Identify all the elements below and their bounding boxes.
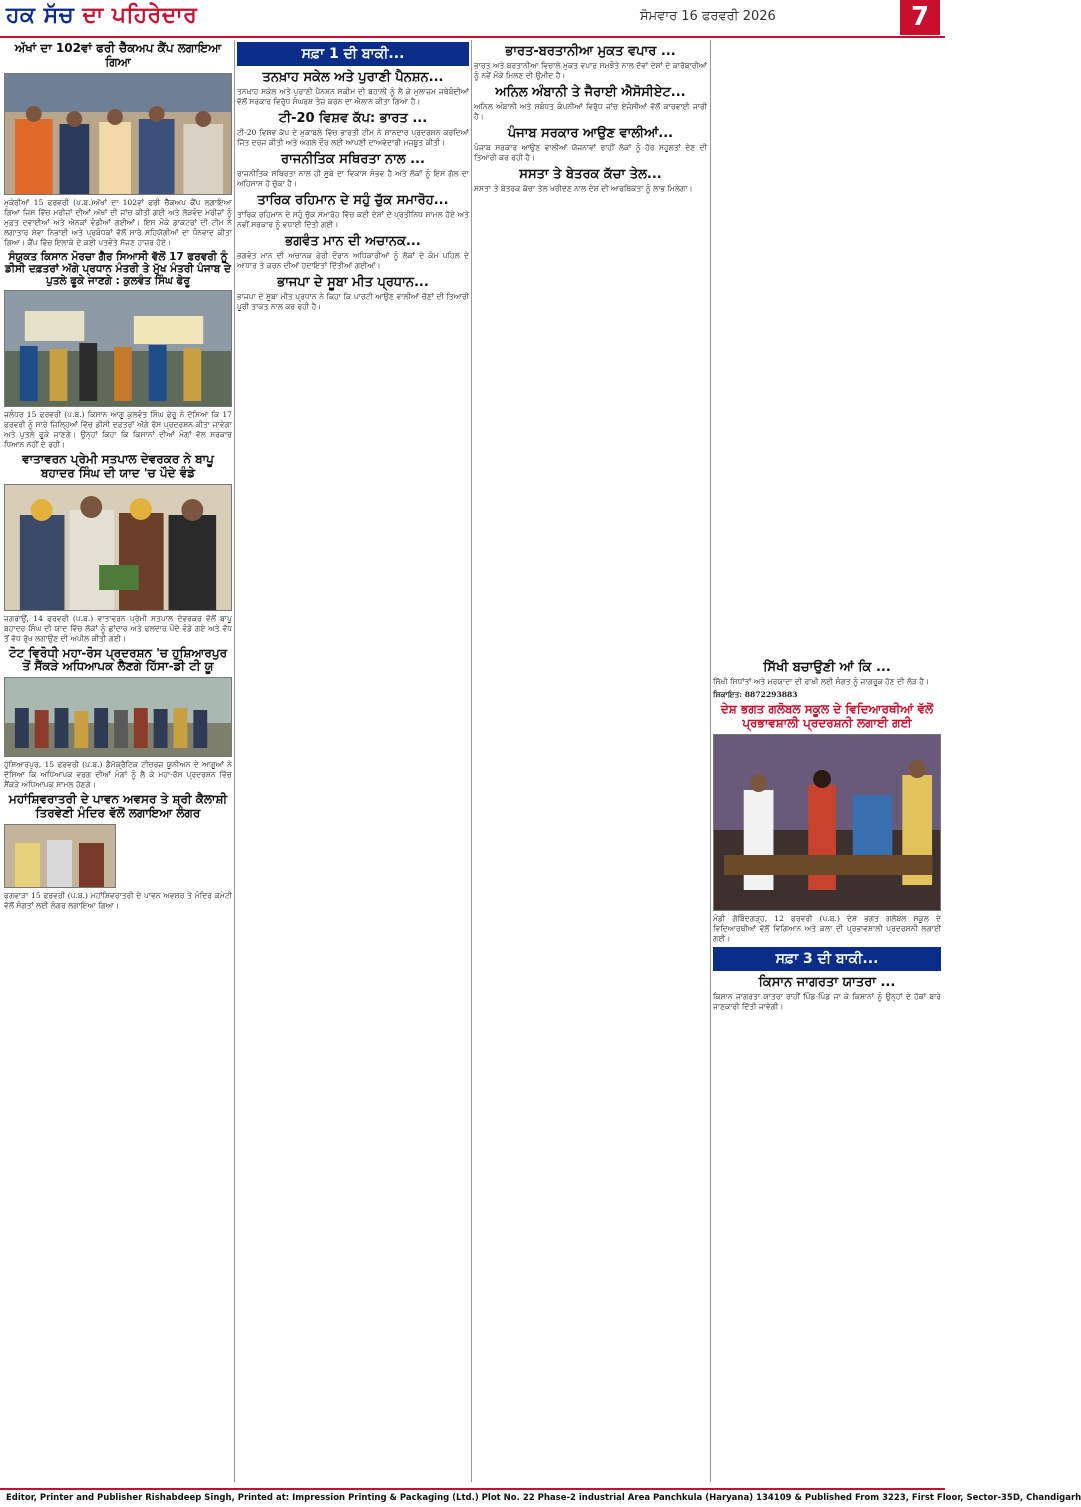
headline-kisan-morcha: ਸੰਯੁਕਤ ਕਿਸਾਨ ਮੋਰਚਾ ਗੈਰ ਸਿਆਸੀ ਵੱਲੋਂ 17 ਫਰਵਰੀ ਨੂੰ ਡੀਸੀ ਦਫ਼ਤਰਾਂ ਅੱਗੇ ਪ੍ਰਧਾਨ ਮੰਤਰੀ ਤੇ ਮੁੱਖ ਮੰਤਰੀ ਪੰਜਾਬ ਦੇ ਪੁਤਲੇ ਫੂਕੇ ਜਾਣਗੇ : ਕੁਲਵੰਤ ਸਿੰਘ ਫੇਰੂ (5, 250, 231, 287)
newspaper-logo (6, 3, 197, 28)
subhead-free-trade: ਭਾਰਤ-ਬਰਤਾਨੀਆ ਮੁਕਤ ਵਪਾਰ ... (505, 44, 676, 59)
logo-part-1: ਹਕ ਸੱਚ (6, 3, 83, 28)
article-text: ਮੁਕੇਰੀਆਂ 15 ਫਰਵਰੀ (ਪ.ਬ.)ਅੱਖਾਂ ਦਾ 102ਵਾਂ ਫਰੀ ਚੈੱਕਅਪ ਕੈਂਪ ਲਗਾਇਆ ਗਿਆ ਜਿਸ ਵਿੱਚ ਮਰੀਜ਼ਾਂ ਦੀਆਂ ਅੱਖਾਂ ਦੀ ਜਾਂਚ ਕੀਤੀ ਗਈ ਅਤੇ ਲੋੜਵੰਦ ਮਰੀਜ਼ਾਂ ਨੂੰ ਮੁਫ਼ਤ ਦਵਾਈਆਂ ਅਤੇ ਐਨਕਾਂ ਵੰਡੀਆਂ ਗਈਆਂ। ਇਸ ਮੌਕੇ ਡਾਕਟਰਾਂ ਦੀ ਟੀਮ ਨੇ ਲਗਾਤਾਰ ਸੇਵਾ ਨਿਭਾਈ ਅਤੇ ਪ੍ਰਬੰਧਕਾਂ ਵੱਲੋਂ ਸਾਰੇ ਸਹਿਯੋਗੀਆਂ ਦਾ ਧੰਨਵਾਦ ਕੀਤਾ ਗਿਆ। ਕੈਂਪ ਵਿੱਚ ਇਲਾਕੇ ਦੇ ਕਈ ਪਤਵੰਤੇ ਸੱਜਣ ਹਾਜ਼ਰ ਹੋਏ। (4, 197, 232, 247)
subhead-crude-oil: ਸਸਤਾ ਤੇ ਬੇਤਰਕ ਕੱਚਾ ਤੇਲ... (519, 167, 662, 183)
headline-teachers: ਟੋਟ ਵਿਰੋਧੀ ਮਹਾ-ਰੋਸ ਪ੍ਰਦਰਸ਼ਨ 'ਚ ਹੁਸ਼ਿਆਰਪੁਰ ਤੋਂ ਸੈਂਕੜੇ ਅਧਿਆਪਕ ਲੈਣਗੇ ਹਿੱਸਾ-ਡੀ ਟੀ ਯੂ (8, 645, 228, 674)
subhead-t20: ਟੀ-20 ਵਿਸ਼ਵ ਕੱਪ: ਭਾਰਤ ... (278, 111, 428, 127)
photo-school-exhibition (713, 734, 941, 911)
column-2 (237, 40, 469, 315)
photo-protest (4, 290, 232, 407)
article-text: ਭਗਵੰਤ ਮਾਨ ਦੀ ਅਚਾਨਕ ਫੇਰੀ ਦੌਰਾਨ ਅਧਿਕਾਰੀਆਂ ਨੂੰ ਲੋਕਾਂ ਦੇ ਕੰਮ ਪਹਿਲ ਦੇ ਆਧਾਰ ਤੇ ਕਰਨ ਦੀਆਂ ਹਦਾਇਤਾਂ ਦਿੱਤੀਆਂ ਗਈਆਂ। (237, 251, 469, 271)
masthead (0, 0, 945, 38)
article-text: ਰਾਜਨੀਤਿਕ ਸਥਿਰਤਾ ਨਾਲ ਹੀ ਸੂਬੇ ਦਾ ਵਿਕਾਸ ਸੰਭਵ ਹੈ ਅਤੇ ਲੋਕਾਂ ਨੂੰ ਇਸ ਗੱਲ ਦਾ ਅਹਿਸਾਸ ਹੋ ਚੁੱਕਾ ਹੈ। (237, 169, 469, 189)
photo-teachers (4, 677, 232, 757)
article-text: ਜਗਰਾਉਂ, 14 ਫਰਵਰੀ (ਪ.ਬ.) ਵਾਤਾਵਰਨ ਪ੍ਰੇਮੀ ਸਤਪਾਲ ਦੇਵਰਕਰ ਵੱਲੋਂ ਬਾਪੂ ਬਹਾਦਰ ਸਿੰਘ ਦੀ ਯਾਦ ਵਿੱਚ ਲੋਕਾਂ ਨੂੰ ਛਾਂਦਾਰ ਅਤੇ ਫਲਦਾਰ ਪੌਦੇ ਵੰਡੇ ਗਏ ਅਤੇ ਵੱਧ ਤੋਂ ਵੱਧ ਰੁੱਖ ਲਗਾਉਣ ਦੀ ਅਪੀਲ ਕੀਤੀ ਗਈ। (4, 613, 232, 643)
article-text: ਸਸਤਾ ਤੇ ਬੇਤਰਕ ਕੱਚਾ ਤੇਲ ਖਰੀਦਣ ਨਾਲ ਦੇਸ਼ ਦੀ ਆਰਥਿਕਤਾ ਨੂੰ ਲਾਭ ਮਿਲੇਗਾ। (474, 184, 693, 194)
subhead-pay-scale: ਤਨਖ਼ਾਹ ਸਕੇਲ ਅਤੇ ਪੁਰਾਣੀ ਪੈਨਸ਼ਨ... (262, 70, 444, 85)
photo-langar (4, 824, 116, 888)
subhead-anil-ambani: ਅਨਿਲ ਅੰਬਾਨੀ ਤੇ ਜੈਰਾਈ ਐਸੋਸੀਏਟ... (495, 85, 686, 101)
contact-number: ਸ਼ਿਕਾਇਤ: 8872293883 (713, 690, 798, 700)
column-divider (710, 40, 711, 1482)
photo-eye-camp (4, 73, 232, 195)
article-text: ਟੀ-20 ਵਿਸ਼ਵ ਕੱਪ ਦੇ ਮੁਕਾਬਲੇ ਵਿੱਚ ਭਾਰਤੀ ਟੀਮ ਨੇ ਸ਼ਾਨਦਾਰ ਪ੍ਰਦਰਸ਼ਨ ਕਰਦਿਆਂ ਜਿੱਤ ਦਰਜ ਕੀਤੀ ਅਤੇ ਅਗਲੇ ਦੌਰ ਲਈ ਆਪਣੀ ਦਾਅਵੇਦਾਰੀ ਮਜ਼ਬੂਤ ਕੀਤੀ। (237, 128, 469, 148)
column-1 (4, 40, 232, 914)
article-text: ਸਿੱਖੀ ਸਿਧਾਂਤਾਂ ਅਤੇ ਮਰਯਾਦਾ ਦੀ ਰਾਖੀ ਲਈ ਸੰਗਤ ਨੂੰ ਜਾਗਰੂਕ ਹੋਣ ਦੀ ਲੋੜ ਹੈ। (713, 677, 930, 686)
photo-plants (4, 484, 232, 611)
continuation-banner: ਸਫ਼ਾ 3 ਦੀ ਬਾਕੀ... (713, 947, 941, 971)
headline-langar: ਮਹਾਂਸ਼ਿਵਰਾਤਰੀ ਦੇ ਪਾਵਨ ਅਵਸਰ ਤੇ ਸ਼੍ਰੀ ਕੈਲਾਸ਼ੀ ਤਿਰਵੇਣੀ ਮੰਦਿਰ ਵੱਲੋਂ ਲਗਾਇਆ ਲੰਗਰ (8, 792, 228, 820)
article-text: ਭਾਰਤ ਅਤੇ ਬਰਤਾਨੀਆ ਵਿਚਾਲੇ ਮੁਕਤ ਵਪਾਰ ਸਮਝੌਤੇ ਨਾਲ ਦੋਵਾਂ ਦੇਸ਼ਾਂ ਦੇ ਕਾਰੋਬਾਰੀਆਂ ਨੂੰ ਨਵੇਂ ਮੌਕੇ ਮਿਲਣ ਦੀ ਉਮੀਦ ਹੈ। (474, 61, 707, 81)
article-text: ਤਨਖ਼ਾਹ ਸਕੇਲ ਅਤੇ ਪੁਰਾਣੀ ਪੈਨਸ਼ਨ ਸਕੀਮ ਦੀ ਬਹਾਲੀ ਨੂੰ ਲੈ ਕੇ ਮੁਲਾਜ਼ਮ ਜਥੇਬੰਦੀਆਂ ਵੱਲੋਂ ਸਰਕਾਰ ਵਿਰੁੱਧ ਸੰਘਰਸ਼ ਤੇਜ਼ ਕਰਨ ਦਾ ਐਲਾਨ ਕੀਤਾ ਗਿਆ ਹੈ। (237, 87, 469, 107)
article-text: ਫਗਵਾੜਾ 15 ਫਰਵਰੀ (ਪ.ਬ.) ਮਹਾਂਸ਼ਿਵਰਾਤਰੀ ਦੇ ਪਾਵਨ ਅਵਸਰ ਤੇ ਮੰਦਿਰ ਕਮੇਟੀ ਵੱਲੋਂ ਸੰਗਤਾਂ ਲਈ ਲੰਗਰ ਲਗਾਇਆ ਗਿਆ। (4, 890, 232, 910)
article-text: ਭਾਜਪਾ ਦੇ ਸੂਬਾ ਮੀਤ ਪ੍ਰਧਾਨ ਨੇ ਕਿਹਾ ਕਿ ਪਾਰਟੀ ਆਉਣ ਵਾਲੀਆਂ ਚੋਣਾਂ ਦੀ ਤਿਆਰੀ ਪੂਰੀ ਤਾਕਤ ਨਾਲ ਕਰ ਰਹੀ ਹੈ। (237, 292, 469, 312)
subhead-punjab-govt: ਪੰਜਾਬ ਸਰਕਾਰ ਆਉਣ ਵਾਲੀਆਂ... (507, 126, 674, 142)
column-divider (234, 40, 235, 1482)
headline-school-exhibition: ਦੇਸ਼ ਭਗਤ ਗਲੋਬਲ ਸਕੂਲ ਦੇ ਵਿਦਿਆਰਥੀਆਂ ਵੱਲੋਂ ਪ੍ਰਭਾਵਸ਼ਾਲੀ ਪ੍ਰਦਰਸ਼ਨੀ ਲਗਾਈ ਗਈ (720, 702, 934, 730)
subhead-kisan-yatra: ਕਿਸਾਨ ਜਾਗਰਤਾ ਯਾਤਰਾ ... (758, 974, 896, 990)
subhead-political-stability: ਰਾਜਨੀਤਿਕ ਸਥਿਰਤਾ ਨਾਲ ... (281, 152, 425, 168)
article-text: ਤਾਰਿਕ ਰਹਿਮਾਨ ਦੇ ਸਹੁੰ ਚੁੱਕ ਸਮਾਰੋਹ ਵਿੱਚ ਕਈ ਦੇਸ਼ਾਂ ਦੇ ਪ੍ਰਤੀਨਿਧ ਸ਼ਾਮਲ ਹੋਏ ਅਤੇ ਨਵੀਂ ਸਰਕਾਰ ਨੂੰ ਵਧਾਈ ਦਿੱਤੀ ਗਈ। (237, 210, 469, 230)
headline-plants: ਵਾਤਾਵਰਨ ਪ੍ਰੇਮੀ ਸਤਪਾਲ ਦੇਵਰਕਰ ਨੇ ਬਾਪੂ ਬਹਾਦਰ ਸਿੰਘ ਦੀ ਯਾਦ 'ਚ ਪੌਦੇ ਵੰਡੇ (22, 451, 214, 480)
logo-part-2: ਦਾ ਪਹਿਰੇਦਾਰ (82, 3, 198, 28)
column-divider (471, 40, 472, 1482)
subhead-bhagwant-mann: ਭਗਵੰਤ ਮਾਨ ਦੀ ਅਚਾਨਕ... (285, 234, 421, 250)
subhead-sikhi: ਸਿੱਖੀ ਬਚਾਉਣੀ ਆਂ ਕਿ ... (763, 660, 891, 675)
article-text: ਕਿਸਾਨ ਜਾਗਰਤਾ ਯਾਤਰਾ ਰਾਹੀਂ ਪਿੰਡ-ਪਿੰਡ ਜਾ ਕੇ ਕਿਸਾਨਾਂ ਨੂੰ ਉਨ੍ਹਾਂ ਦੇ ਹੱਕਾਂ ਬਾਰੇ ਜਾਣਕਾਰੀ ਦਿੱਤੀ ਜਾਵੇਗੀ। (713, 991, 941, 1011)
subhead-oath-ceremony: ਤਾਰਿਕ ਰਹਿਮਾਨ ਦੇ ਸਹੁੰ ਚੁੱਕ ਸਮਾਰੋਹ... (257, 193, 449, 209)
issue-date: ਸੋਮਵਾਰ 16 ਫਰਵਰੀ 2026 (640, 9, 776, 24)
article-text: ਜਲੰਧਰ 15 ਫਰਵਰੀ (ਪ.ਬ.) ਕਿਸਾਨ ਆਗੂ ਕੁਲਵੰਤ ਸਿੰਘ ਫੇਰੂ ਨੇ ਦੱਸਿਆ ਕਿ 17 ਫਰਵਰੀ ਨੂੰ ਸਾਰੇ ਜ਼ਿਲ੍ਹਿਆਂ ਵਿੱਚ ਡੀਸੀ ਦਫ਼ਤਰਾਂ ਅੱਗੇ ਰੋਸ ਪ੍ਰਦਰਸ਼ਨ ਕੀਤਾ ਜਾਵੇਗਾ ਅਤੇ ਪੁਤਲੇ ਫੂਕੇ ਜਾਣਗੇ। ਉਨ੍ਹਾਂ ਕਿਹਾ ਕਿ ਕਿਸਾਨਾਂ ਦੀਆਂ ਮੰਗਾਂ ਵੱਲ ਸਰਕਾਰ ਧਿਆਨ ਨਹੀਂ ਦੇ ਰਹੀ। (4, 409, 232, 449)
article-text: ਪੰਜਾਬ ਸਰਕਾਰ ਆਉਣ ਵਾਲੀਆਂ ਯੋਜਨਾਵਾਂ ਰਾਹੀਂ ਲੋਕਾਂ ਨੂੰ ਹੋਰ ਸਹੂਲਤਾਂ ਦੇਣ ਦੀ ਤਿਆਰੀ ਕਰ ਰਹੀ ਹੈ। (474, 143, 707, 163)
headline-eye-camp: ਅੱਖਾਂ ਦਾ 102ਵਾਂ ਫਰੀ ਚੈੱਕਅਪ ਕੈਂਪ ਲਗਾਇਆ ਗਿਆ (14, 41, 222, 69)
article-text: ਅਨਿਲ ਅੰਬਾਨੀ ਅਤੇ ਸਬੰਧਤ ਕੰਪਨੀਆਂ ਵਿਰੁੱਧ ਜਾਂਚ ਏਜੰਸੀਆਂ ਵੱਲੋਂ ਕਾਰਵਾਈ ਜਾਰੀ ਹੈ। (474, 102, 707, 122)
page-number: 7 (900, 0, 940, 35)
imprint-line: Editor, Printer and Publisher Rishabdeep Singh, Printed at: Impression Printing & Packaging (Ltd.) Plot No. 22 Phase-2 industrial Area Panchkula (Haryana) 134109 & Published From 3223, First Floor, Sector-35D, Chandigarh (0, 1488, 945, 1507)
column-4 (713, 40, 941, 1015)
article-text: ਹੁਸ਼ਿਆਰਪੁਰ, 15 ਫਰਵਰੀ (ਪ.ਬ.) ਡੈਮੋਕ੍ਰੈਟਿਕ ਟੀਚਰਜ਼ ਯੂਨੀਅਨ ਦੇ ਆਗੂਆਂ ਨੇ ਦੱਸਿਆ ਕਿ ਅਧਿਆਪਕ ਵਰਗ ਦੀਆਂ ਮੰਗਾਂ ਨੂੰ ਲੈ ਕੇ ਮਹਾ-ਰੋਸ ਪ੍ਰਦਰਸ਼ਨ ਵਿੱਚ ਸੈਂਕੜੇ ਅਧਿਆਪਕ ਸ਼ਾਮਲ ਹੋਣਗੇ। (4, 760, 232, 790)
continuation-banner: ਸਫ਼ਾ 1 ਦੀ ਬਾਕੀ... (237, 42, 469, 66)
article-text: ਮੰਡੀ ਗੋਬਿੰਦਗੜ੍ਹ, 12 ਫਰਵਰੀ (ਪ.ਬ.) ਦੇਸ਼ ਭਗਤ ਗਲੋਬਲ ਸਕੂਲ ਦੇ ਵਿਦਿਆਰਥੀਆਂ ਵੱਲੋਂ ਵਿਗਿਆਨ ਅਤੇ ਕਲਾ ਦੀ ਪ੍ਰਭਾਵਸ਼ਾਲੀ ਪ੍ਰਦਰਸ਼ਨੀ ਲਗਾਈ ਗਈ। (713, 913, 941, 943)
column-3 (474, 40, 707, 197)
subhead-bjp: ਭਾਜਪਾ ਦੇ ਸੂਬਾ ਮੀਤ ਪ੍ਰਧਾਨ... (277, 275, 429, 291)
